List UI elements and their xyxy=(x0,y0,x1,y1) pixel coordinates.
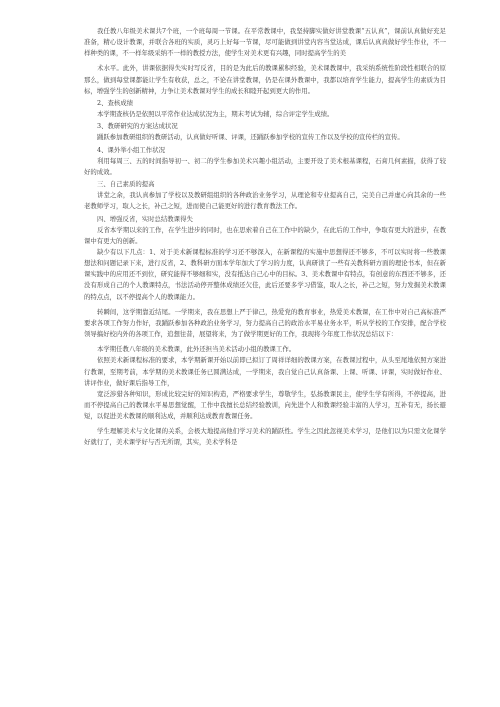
paragraph-research: 踊跃参加教研组织的教研活动，认真做好听课、评课，还踊跃参加学校的宣传工作以及学校的宣传栏的宣传。 xyxy=(97,133,404,142)
heading-research: 3、教研研究的方案达成状况 xyxy=(97,122,178,131)
paragraph-curriculum-plan: 依照美术新课程标准的要求，本学期新课开始以前即已拟订了周祥详细的教课方案，在教课过程中，从头至尾地依照方案进行教课，至期考前，本学期的美术教课任务已圆满达成，一学期来，我自觉自己认真备课、上课、听课、评课，实时做好作业、讲评作业，做好课后指导工作， xyxy=(84,356,446,387)
heading-extracurricular: 4、课外举小组工作状况 xyxy=(97,145,165,154)
paragraph-teaching-duties: 本学期任教八年级的美术教课，此外还担当美术活动小组的教课工作。 xyxy=(97,345,296,354)
paragraph-knowledge-growth: 宽泛涉猎各种知识，形成比较完好的知识构造，严格要求学生，尊敬学生，弘扬教课民主，使学生学有所得，不停提高，进而不停提高自己的教课水平易思想觉醒，工作中我擅长总结经验教训，向先进个人和教课经验丰富的人学习，互补有无，扬长避短，以促进美术教课的顺利达成，并顺利达成教育教课任务。 xyxy=(84,389,446,421)
paragraph-extracurricular: 利用每周三、五的时间指导初一、初二的学生参加美术兴趣小组活动，主要开设了美术根基课程，石膏几何素描，获得了较好的成效。 xyxy=(84,156,446,176)
paragraph-assessment: 本学期查核仍是依照以平常作业达成状况为主，期末考试为辅，综合评定学生成绩。 xyxy=(97,110,334,119)
paragraph-art-and-culture: 学生理解美术与文化课的关系，会极大地提高他们学习美术的踊跃性。学生之因此忽视美术学习，是他们以为只需文化课学好就行了，美术课学好与否无所谓，其实，美术学科是 xyxy=(84,427,446,447)
heading-reflection-summary: 四、增强反省，实时总结教课得失 xyxy=(97,214,193,223)
paragraph-semester-review: 反省本学期以来的工作，在学生进步的同时，也在思索着自己在工作中的缺少，在此后的工作中，争取有更大的进步，在教课中有更大的创新。 xyxy=(84,225,446,245)
paragraph-teaching-routine: 我任教八年级美术课共7个班，一个班每周一节课。在平常教课中，我坚持脚实做好讲堂教课“五认真”，课前认真做好充足准备，精心设计教课，并联合各班的实质，灵巧上好每一节课，尽可能做到讲堂内容当堂达成，课后认真真做好学生作业，不一样种类的课，不一样年级采纳不一样的教授方法，使学生对美术更有兴趣，同时提高学生的美 xyxy=(84,27,446,58)
paragraph-reflection: 术水平。此外，讲课依据得失实时写反省，目的是为此后的教课累积经验，美术课教课中，我采纳系统性阶段性相联合的原那么，做到每堂课都能让学生有收获，总之，不论在讲堂教课，仍是在课外教课中，我都以培育学生能力，提高学生的素质为目标，增强学生的创新精神，力争让美术教课对学生的成长和睦开起到更大的作用。 xyxy=(84,64,446,95)
paragraph-self-improvement: 讲堂之余，我认真参加了学校以及教研组组织的各种政治业务学习，从理论和专业提高自己，完美自己并虚心向其余的一些老教师学习，取人之长，补己之短，进而使自己能更好的进行教育教法工作。 xyxy=(84,191,446,211)
paragraph-shortcomings: 缺少有以下几点：1、对于美术新课程标准的学习还不够深入，在新课程的实施中思想得还不够多，不可以实时将一些教课想法和问题记录下来，进行反省，2、教科研方面本学年加大了学习的力度，认真研读了一些有关教科研方面的理论书本，但在新课实践中的应用还不到位，研究能得不够细和实，没有抵达自己心中的目标。3、美术教课中有特点，有创意的东西还不够多，还没有形成自己的个人教课特点，书法活动停开整体成绩还欠佳，此后还要多学习借鉴，取人之长，补己之短，努力发掘美术教课的特点点，以不停提高个人的教课能力。 xyxy=(84,247,446,301)
heading-self-improvement: 三、自己素质的提高 xyxy=(97,180,155,189)
paragraph-year-summary: 转瞬间，这学期靠近结尾。一学期来，我在思想上严于律己，热爱党的教育事业，热爱美术教课，在工作中对自己高标准严要求各项工作努力作好，我踊跃参加各种政治业务学习，努力提高自己的政治水平易业务水平，听从学校的工作安排，配合学校领导搞好校内外的各项工作，追想往昔，展望将来，为了做学期更好的工作，我现将今年度工作状况总结以下： xyxy=(84,307,446,339)
heading-assessment: 2、查核成绩 xyxy=(97,98,134,107)
